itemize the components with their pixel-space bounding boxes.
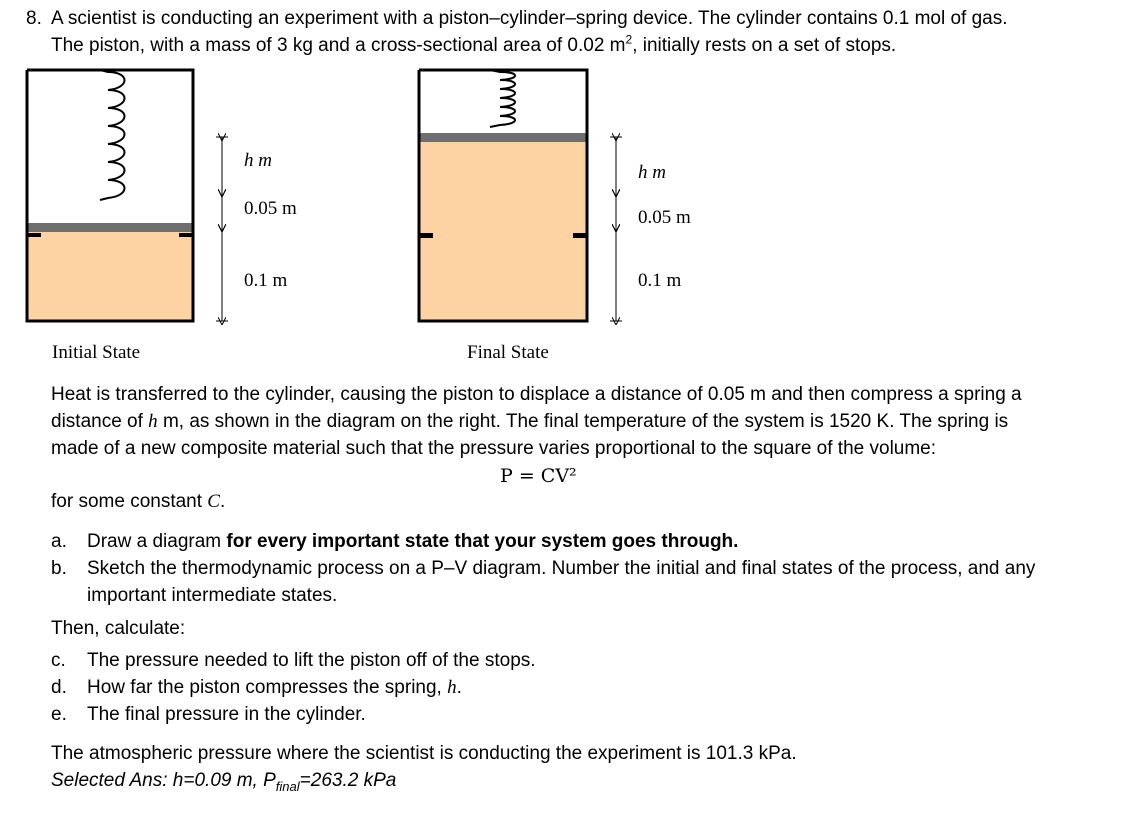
item-a-text: Draw a diagram for every important state that your system goes through.	[87, 531, 739, 552]
selected-answer: Selected Ans: h=0.09 m, $P_{final}=263.2$ kPa	[51, 770, 397, 794]
initial-label-gap: 0.05 m	[244, 198, 297, 219]
initial-cylinder	[27, 70, 228, 321]
para-line-3: made of a new composite material such that the pressure varies proportional to the square of the volume:	[51, 438, 937, 459]
final-piston	[419, 133, 587, 142]
initial-stop-right	[179, 233, 193, 237]
item-d-marker: d.	[51, 677, 67, 698]
final-caption: Final State	[467, 342, 549, 363]
initial-stop-left	[27, 233, 41, 237]
item-a-marker: a.	[51, 531, 67, 552]
para-line-1: Heat is transferred to the cylinder, causing the piston to displace a distance of 0.05 m and then compress a spring a	[51, 384, 1022, 405]
final-label-gap: 0.05 m	[638, 207, 691, 228]
item-d-text: How far the piston compresses the spring, h.	[87, 677, 462, 698]
atmospheric-note: The atmospheric pressure where the scientist is conducting the experiment is 101.3 kPa.	[51, 743, 797, 764]
initial-gas-region	[27, 232, 193, 321]
initial-spring	[100, 70, 125, 200]
final-stop-left	[419, 233, 433, 238]
initial-piston	[27, 223, 193, 232]
intro-line-2: The piston, with a mass of 3 kg and a cross-sectional area of 0.02 $m^2$, initially rests on a set of stops.	[51, 32, 897, 56]
constant-line: for some constant C.	[51, 491, 226, 512]
final-stop-right	[573, 233, 587, 238]
final-gas-region	[419, 142, 587, 321]
item-b-marker: b.	[51, 558, 67, 579]
para-line-2: distance of h m, as shown in the diagram on the right. The final temperature of the system is 1520 K. The spring is	[51, 411, 1009, 432]
final-cylinder	[419, 70, 622, 321]
final-label-bottom: 0.1 m	[638, 270, 682, 291]
item-b-line-2: important intermediate states.	[87, 585, 338, 606]
item-b-line-1: Sketch the thermodynamic process on a P–V diagram. Number the initial and final states of the process, and any	[87, 558, 1036, 579]
initial-label-h: h m	[244, 150, 272, 171]
item-c-text: The pressure needed to lift the piston off of the stops.	[87, 650, 536, 671]
final-spring	[490, 70, 515, 127]
item-c-marker: c.	[51, 650, 66, 671]
problem-number: 8.	[26, 8, 42, 29]
final-label-h: h m	[638, 162, 666, 183]
initial-caption: Initial State	[52, 342, 141, 363]
initial-label-bottom: 0.1 m	[244, 270, 288, 291]
item-e-marker: e.	[51, 704, 67, 725]
item-e-text: The final pressure in the cylinder.	[87, 704, 366, 725]
intro-line-1: A scientist is conducting an experiment with a piston–cylinder–spring device. The cylinder contains 0.1 mol of gas.	[51, 8, 1008, 29]
equation: P = CV²	[500, 465, 577, 487]
then-heading: Then, calculate:	[51, 618, 186, 639]
